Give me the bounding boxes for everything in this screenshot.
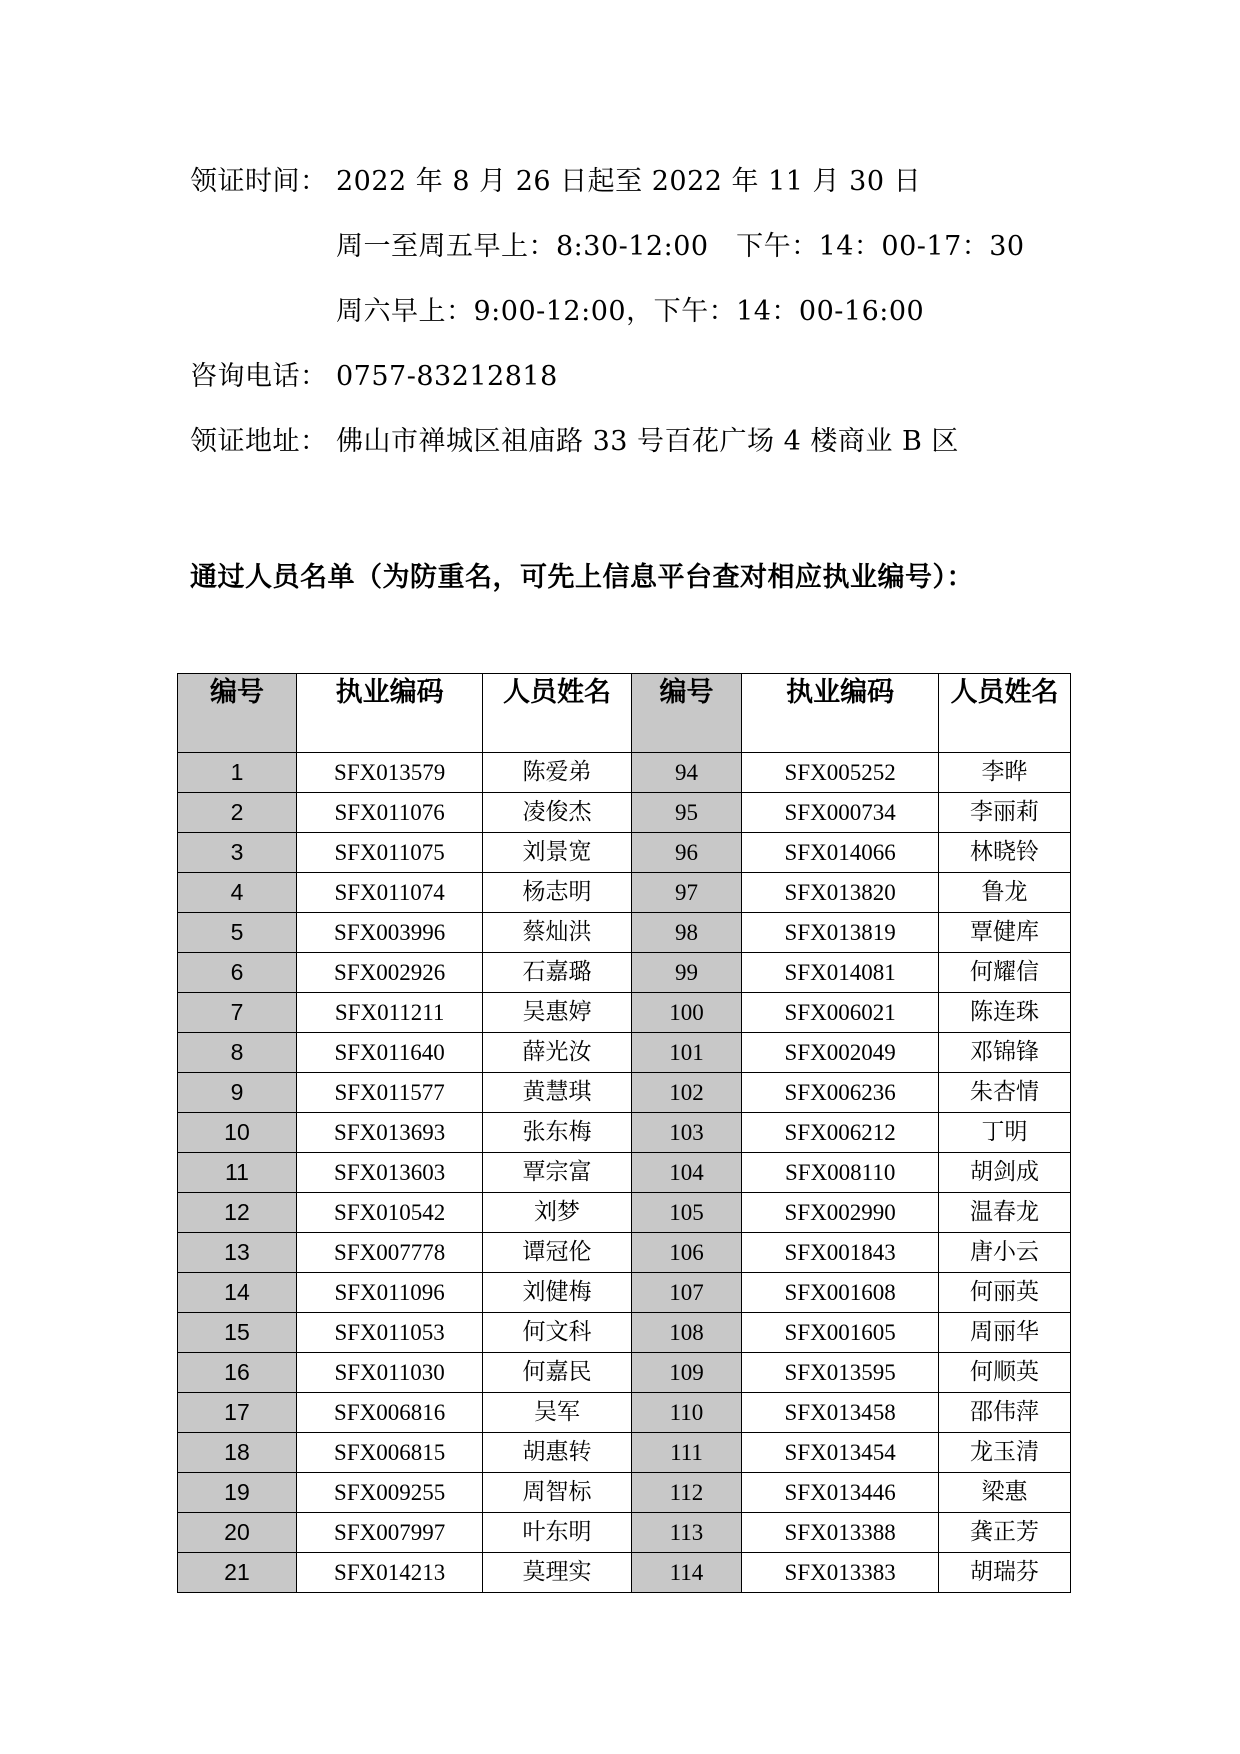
license-code-2: SFX005252 — [742, 753, 939, 793]
row-number: 14 — [178, 1273, 297, 1313]
license-code: SFX011074 — [296, 873, 482, 913]
license-code: SFX011211 — [296, 993, 482, 1033]
person-name: 蔡灿洪 — [483, 913, 631, 953]
row-number: 19 — [178, 1473, 297, 1513]
table-header-row — [178, 674, 1071, 753]
passed-personnel-table — [177, 673, 1071, 1593]
row-number: 10 — [178, 1113, 297, 1153]
license-code-2: SFX013454 — [742, 1433, 939, 1473]
license-code-2: SFX013446 — [742, 1473, 939, 1513]
row-number: 16 — [178, 1353, 297, 1393]
license-code: SFX011640 — [296, 1033, 482, 1073]
row-number: 8 — [178, 1033, 297, 1073]
row-number: 21 — [178, 1553, 297, 1593]
person-name-2: 何丽英 — [938, 1273, 1070, 1313]
license-code: SFX010542 — [296, 1193, 482, 1233]
phone-value: 0757-83212818 — [336, 361, 558, 392]
row-number-2: 94 — [631, 753, 742, 793]
license-code-2: SFX013820 — [742, 873, 939, 913]
row-number-2: 112 — [631, 1473, 742, 1513]
person-name-2: 陈连珠 — [938, 993, 1070, 1033]
license-code-2: SFX002990 — [742, 1193, 939, 1233]
license-code-2: SFX013383 — [742, 1553, 939, 1593]
address-line — [190, 422, 959, 462]
person-name: 吴惠婷 — [483, 993, 631, 1033]
header-person-name-2: 人员姓名 — [938, 674, 1070, 753]
header-license-code: 执业编码 — [296, 674, 482, 753]
saturday-hours: 周六早上：9:00-12:00，下午：14：00-16:00 — [336, 296, 925, 327]
license-code: SFX011030 — [296, 1353, 482, 1393]
table-row — [178, 993, 1071, 1033]
row-number-2: 95 — [631, 793, 742, 833]
person-name-2: 邵伟萍 — [938, 1393, 1070, 1433]
table-row — [178, 953, 1071, 993]
table-row — [178, 873, 1071, 913]
person-name-2: 龚正芳 — [938, 1513, 1070, 1553]
license-code: SFX011075 — [296, 833, 482, 873]
list-heading: 通过人员名单（为防重名，可先上信息平台查对相应执业编号）： — [190, 562, 974, 593]
license-code: SFX011053 — [296, 1313, 482, 1353]
header-number-2: 编号 — [631, 674, 742, 753]
license-code: SFX013693 — [296, 1113, 482, 1153]
person-name: 凌俊杰 — [483, 793, 631, 833]
person-name-2: 何耀信 — [938, 953, 1070, 993]
person-name: 吴军 — [483, 1393, 631, 1433]
person-name-2: 鲁龙 — [938, 873, 1070, 913]
row-number-2: 98 — [631, 913, 742, 953]
table-row — [178, 1113, 1071, 1153]
row-number: 4 — [178, 873, 297, 913]
row-number: 18 — [178, 1433, 297, 1473]
address-label: 领证地址： — [190, 426, 328, 457]
license-code-2: SFX006021 — [742, 993, 939, 1033]
row-number-2: 104 — [631, 1153, 742, 1193]
person-name: 胡惠转 — [483, 1433, 631, 1473]
license-code-2: SFX001608 — [742, 1273, 939, 1313]
license-code: SFX011577 — [296, 1073, 482, 1113]
table-row — [178, 1353, 1071, 1393]
person-name-2: 覃健库 — [938, 913, 1070, 953]
license-code: SFX009255 — [296, 1473, 482, 1513]
person-name-2: 邓锦锋 — [938, 1033, 1070, 1073]
row-number-2: 100 — [631, 993, 742, 1033]
person-name: 刘景宽 — [483, 833, 631, 873]
person-name-2: 周丽华 — [938, 1313, 1070, 1353]
license-code: SFX011076 — [296, 793, 482, 833]
person-name-2: 唐小云 — [938, 1233, 1070, 1273]
row-number: 5 — [178, 913, 297, 953]
license-code-2: SFX000734 — [742, 793, 939, 833]
row-number: 6 — [178, 953, 297, 993]
table-row — [178, 753, 1071, 793]
row-number: 3 — [178, 833, 297, 873]
person-name: 刘健梅 — [483, 1273, 631, 1313]
license-code-2: SFX013388 — [742, 1513, 939, 1553]
license-code-2: SFX006212 — [742, 1113, 939, 1153]
license-code: SFX006815 — [296, 1433, 482, 1473]
person-name-2: 胡剑成 — [938, 1153, 1070, 1193]
weekday-hours: 周一至周五早上：8:30-12:00 下午：14：00-17：30 — [336, 231, 1025, 262]
pickup-time-line — [190, 162, 921, 202]
license-code-2: SFX002049 — [742, 1033, 939, 1073]
license-code-2: SFX013458 — [742, 1393, 939, 1433]
table-row — [178, 833, 1071, 873]
row-number-2: 110 — [631, 1393, 742, 1433]
person-name-2: 朱杏情 — [938, 1073, 1070, 1113]
person-name: 刘梦 — [483, 1193, 631, 1233]
license-code: SFX007778 — [296, 1233, 482, 1273]
row-number: 15 — [178, 1313, 297, 1353]
license-code-2: SFX014081 — [742, 953, 939, 993]
table-row — [178, 1473, 1071, 1513]
row-number: 20 — [178, 1513, 297, 1553]
row-number: 2 — [178, 793, 297, 833]
pickup-time-label: 领证时间： — [190, 166, 328, 197]
person-name: 黄慧琪 — [483, 1073, 631, 1113]
person-name-2: 何顺英 — [938, 1353, 1070, 1393]
table-row — [178, 1073, 1071, 1113]
license-code: SFX013579 — [296, 753, 482, 793]
row-number: 1 — [178, 753, 297, 793]
row-number-2: 102 — [631, 1073, 742, 1113]
license-code: SFX003996 — [296, 913, 482, 953]
row-number: 17 — [178, 1393, 297, 1433]
table-row — [178, 1153, 1071, 1193]
row-number-2: 113 — [631, 1513, 742, 1553]
table-row — [178, 1433, 1071, 1473]
row-number-2: 106 — [631, 1233, 742, 1273]
license-code-2: SFX001843 — [742, 1233, 939, 1273]
row-number-2: 97 — [631, 873, 742, 913]
phone-label: 咨询电话： — [190, 361, 328, 392]
person-name: 张东梅 — [483, 1113, 631, 1153]
header-person-name: 人员姓名 — [483, 674, 631, 753]
table-body — [178, 753, 1071, 1593]
table-row — [178, 793, 1071, 833]
row-number-2: 109 — [631, 1353, 742, 1393]
row-number-2: 99 — [631, 953, 742, 993]
row-number-2: 107 — [631, 1273, 742, 1313]
person-name: 何嘉民 — [483, 1353, 631, 1393]
person-name: 薛光汝 — [483, 1033, 631, 1073]
table-row — [178, 1513, 1071, 1553]
license-code-2: SFX013819 — [742, 913, 939, 953]
row-number-2: 96 — [631, 833, 742, 873]
license-code-2: SFX001605 — [742, 1313, 939, 1353]
table-row — [178, 1233, 1071, 1273]
person-name-2: 胡瑞芬 — [938, 1553, 1070, 1593]
license-code: SFX011096 — [296, 1273, 482, 1313]
header-number: 编号 — [178, 674, 297, 753]
row-number-2: 114 — [631, 1553, 742, 1593]
header-license-code-2: 执业编码 — [742, 674, 939, 753]
license-code: SFX002926 — [296, 953, 482, 993]
table-row — [178, 1193, 1071, 1233]
license-code-2: SFX014066 — [742, 833, 939, 873]
license-code-2: SFX006236 — [742, 1073, 939, 1113]
person-name-2: 李晔 — [938, 753, 1070, 793]
table-row — [178, 1553, 1071, 1593]
person-name: 覃宗富 — [483, 1153, 631, 1193]
table-row — [178, 1393, 1071, 1433]
address-value: 佛山市禅城区祖庙路 33 号百花广场 4 楼商业 B 区 — [336, 426, 959, 457]
person-name: 石嘉璐 — [483, 953, 631, 993]
row-number: 12 — [178, 1193, 297, 1233]
person-name-2: 龙玉清 — [938, 1433, 1070, 1473]
table-row — [178, 913, 1071, 953]
person-name: 莫理实 — [483, 1553, 631, 1593]
person-name: 谭冠伦 — [483, 1233, 631, 1273]
person-name: 杨志明 — [483, 873, 631, 913]
person-name-2: 丁明 — [938, 1113, 1070, 1153]
license-code: SFX006816 — [296, 1393, 482, 1433]
row-number: 7 — [178, 993, 297, 1033]
row-number-2: 103 — [631, 1113, 742, 1153]
row-number-2: 101 — [631, 1033, 742, 1073]
person-name: 陈爱弟 — [483, 753, 631, 793]
table-row — [178, 1273, 1071, 1313]
row-number-2: 111 — [631, 1433, 742, 1473]
person-name-2: 林晓铃 — [938, 833, 1070, 873]
person-name: 周智标 — [483, 1473, 631, 1513]
person-name-2: 温春龙 — [938, 1193, 1070, 1233]
person-name-2: 梁惠 — [938, 1473, 1070, 1513]
row-number: 9 — [178, 1073, 297, 1113]
row-number-2: 105 — [631, 1193, 742, 1233]
person-name: 何文科 — [483, 1313, 631, 1353]
license-code: SFX007997 — [296, 1513, 482, 1553]
row-number: 13 — [178, 1233, 297, 1273]
row-number: 11 — [178, 1153, 297, 1193]
phone-line — [190, 357, 558, 397]
license-code: SFX013603 — [296, 1153, 482, 1193]
table-row — [178, 1033, 1071, 1073]
table-row — [178, 1313, 1071, 1353]
license-code-2: SFX008110 — [742, 1153, 939, 1193]
license-code: SFX014213 — [296, 1553, 482, 1593]
license-code-2: SFX013595 — [742, 1353, 939, 1393]
pickup-time-value: 2022 年 8 月 26 日起至 2022 年 11 月 30 日 — [336, 166, 922, 197]
person-name: 叶东明 — [483, 1513, 631, 1553]
person-name-2: 李丽莉 — [938, 793, 1070, 833]
row-number-2: 108 — [631, 1313, 742, 1353]
